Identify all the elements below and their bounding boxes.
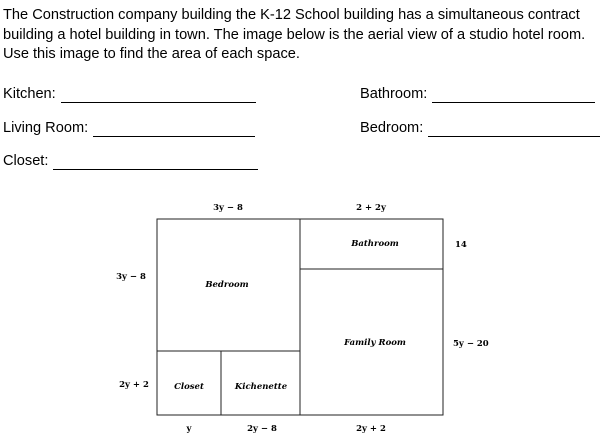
bathroom-label: Bathroom:: [360, 86, 428, 102]
room-family-room: Family Room: [344, 338, 406, 348]
intro-line-2: building a hotel building in town. The image below is the aerial view of a studio hotel room.: [3, 26, 586, 43]
intro-line-1: The Construction company building the K-12 School building has a simultaneous contract: [3, 7, 580, 23]
dim-bottom-mid: 2y − 8: [247, 424, 277, 434]
dim-bottom-left: y: [186, 424, 192, 434]
dim-top-left: 3y − 8: [213, 203, 243, 213]
closet-label: Closet:: [3, 153, 49, 169]
dim-right-bottom: 5y − 20: [453, 339, 489, 349]
dim-right-top: 14: [455, 240, 467, 250]
living-room-label: Living Room:: [3, 120, 89, 136]
room-kitchenette: Kichenette: [234, 382, 288, 392]
dim-left-top: 3y − 8: [116, 272, 146, 282]
room-bedroom: Bedroom: [205, 280, 249, 290]
bedroom-label: Bedroom:: [360, 120, 424, 136]
room-closet: Closet: [174, 382, 204, 392]
dim-left-bottom: 2y + 2: [119, 380, 149, 390]
dim-bottom-right: 2y + 2: [356, 424, 386, 434]
intro-line-3: Use this image to find the area of each space.: [3, 46, 300, 62]
dim-top-right: 2 + 2y: [356, 203, 386, 213]
room-bathroom: Bathroom: [351, 239, 399, 249]
kitchen-label: Kitchen:: [3, 86, 56, 102]
